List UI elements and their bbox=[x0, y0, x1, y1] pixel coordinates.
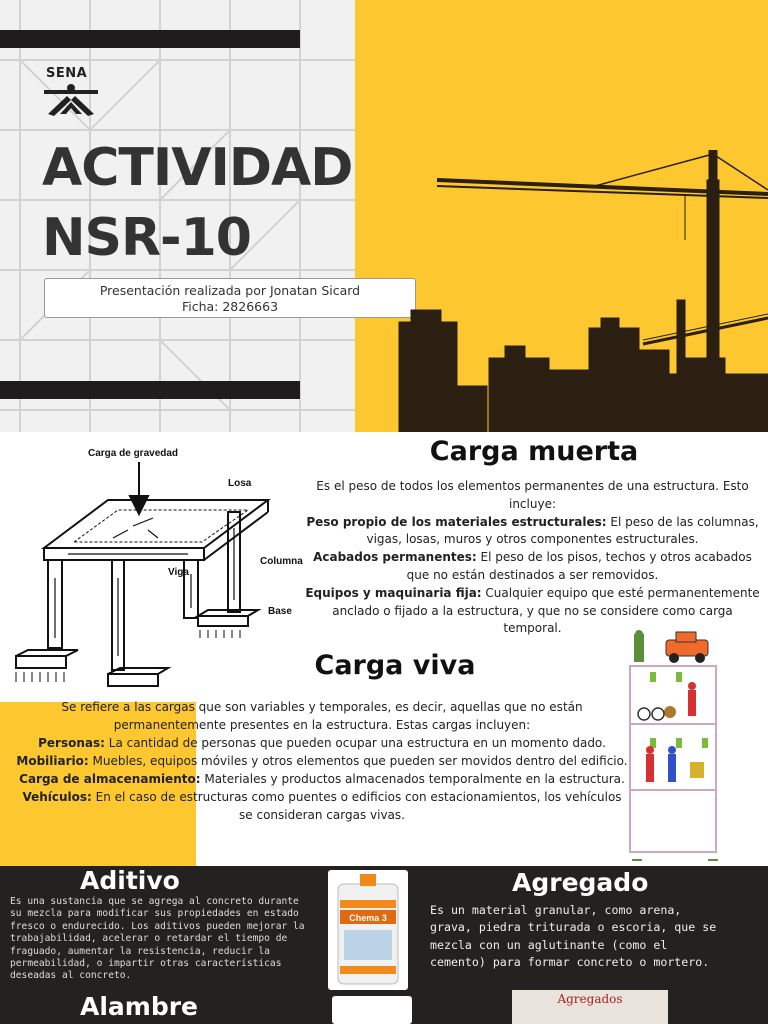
aditivo-text: Es una sustancia que se agrega al concreto durante su mezcla para modificar sus propiedades en estado fresco o endurecido. Los aditivos pueden mejorar la trabajabilidad, acelerar o retardar el tiempo de fraguado, aumentar la resistencia, reducir la permeabilidad, o impartir otras características deseadas al concreto. bbox=[10, 896, 305, 982]
carga-muerta-heading: Carga muerta bbox=[429, 436, 639, 467]
diagram-label-base: Base bbox=[268, 606, 292, 617]
title-line-1: ACTIVIDAD bbox=[42, 138, 353, 198]
agregados-image-label: Agregados bbox=[557, 992, 623, 1006]
chema-product-image bbox=[328, 870, 408, 990]
carga-viva-item: Personas: La cantidad de personas que pueden ocupar una estructura en un momento dado. bbox=[38, 736, 606, 750]
aditivo-heading: Aditivo bbox=[80, 866, 180, 895]
top-bar bbox=[0, 30, 300, 48]
cargas-section bbox=[0, 432, 768, 866]
carga-muerta-intro: Es el peso de todos los elementos permanentes de una estructura. Esto incluye: bbox=[316, 479, 749, 511]
carga-muerta-item: Equipos y maquinaria fija: Cualquier equipo que esté permanentemente anclado o fijado a la estructura, y que no se considere como carga temporal. bbox=[305, 585, 760, 636]
sena-logo-icon bbox=[40, 66, 102, 116]
carga-muerta-item: Acabados permanentes: El peso de los pisos, techos y otros acabados que no están destinados a ser removidos. bbox=[313, 550, 752, 582]
carga-viva-heading: Carga viva bbox=[314, 650, 476, 681]
carga-viva-item: Vehículos: En el caso de estructuras como puentes o edificios con estacionamientos, los vehículos se consideran cargas vivas. bbox=[22, 790, 622, 822]
diagram-label-losa: Losa bbox=[228, 478, 252, 489]
agregados-image bbox=[512, 990, 668, 1024]
diagram-label-gravity: Carga de gravedad bbox=[88, 448, 179, 459]
live-load-building-illustration bbox=[612, 630, 768, 866]
title-line-2: NSR-10 bbox=[42, 208, 251, 268]
alambre-heading: Alambre bbox=[80, 992, 199, 1021]
sena-logo-text: SENA bbox=[46, 66, 88, 81]
carga-viva-intro: Se refiere a las cargas que son variables y temporales, es decir, aquellas que no están permanentemente presentes en la estructura. Estas cargas incluyen: bbox=[61, 700, 583, 732]
carga-viva-item: Carga de almacenamiento: Materiales y productos almacenados temporalmente en la estructura. bbox=[19, 772, 625, 786]
alambre-image bbox=[332, 996, 412, 1024]
carga-muerta-item: Peso propio de los materiales estructurales: El peso de las columnas, vigas, losas, muros y otros componentes estructurales. bbox=[306, 514, 759, 547]
agregado-text: Es un material granular, como arena, grava, piedra triturada o escoria, que se mezcla con un aglutinante (como el cemento) para formar concreto o mortero. bbox=[430, 903, 717, 970]
chema-label: Chema 3 bbox=[349, 913, 387, 923]
construction-skyline-image bbox=[355, 150, 768, 432]
presenter-text: Presentación realizada por Jonatan Sicard bbox=[99, 283, 361, 298]
agregado-heading: Agregado bbox=[512, 868, 649, 897]
carga-muerta-body bbox=[305, 478, 760, 638]
materiales-section bbox=[0, 866, 768, 1024]
ficha-text: Ficha: 2826663 bbox=[181, 299, 279, 314]
carga-viva-body bbox=[14, 698, 630, 824]
carga-viva-item: Mobiliario: Muebles, equipos móviles y otros elementos que pueden ser movidos dentro del edificio. bbox=[16, 754, 628, 768]
diagram-label-viga: Viga bbox=[168, 567, 189, 578]
cover-section bbox=[0, 0, 768, 432]
diagram-label-columna: Columna bbox=[260, 556, 303, 567]
bottom-bar bbox=[0, 381, 300, 399]
chema-bottle-icon bbox=[328, 870, 408, 990]
